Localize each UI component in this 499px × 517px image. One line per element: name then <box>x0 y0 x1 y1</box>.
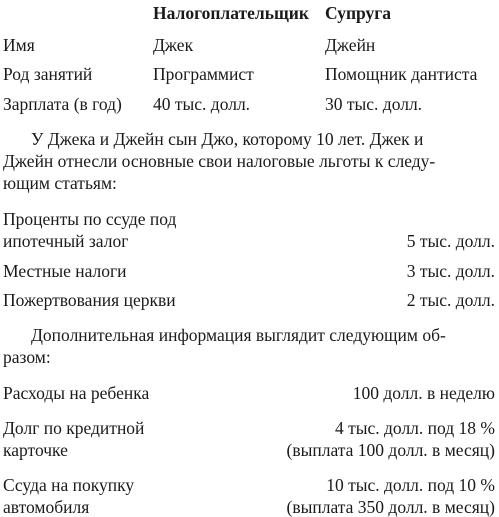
spouse-occupation: Помощник дантиста <box>325 64 478 84</box>
taxpayer-occupation: Программист <box>153 64 254 84</box>
row-label-name: Имя <box>3 35 35 55</box>
para1-line1: У Джека и Джейн сын Джо, которому 10 лет. Джек и <box>31 129 424 149</box>
para1-line2: Джейн отнесли основные свои налоговые льготы к следу- <box>3 151 436 171</box>
additional-car-loan-value-line1: 10 тыс. долл. под 10 % <box>326 475 495 495</box>
para1-line3: ющим статьям: <box>3 173 117 193</box>
additional-credit-card-label-line1: Долг по кредитной <box>3 418 145 438</box>
para2-line2: разом: <box>3 347 51 367</box>
spouse-name: Джейн <box>325 35 376 55</box>
additional-credit-card-label-line2: карточке <box>3 440 68 460</box>
deduction-church-label: Пожертвования церкви <box>3 290 176 310</box>
deduction-church-value: 2 тыс. долл. <box>406 290 495 310</box>
taxpayer-salary: 40 тыс. долл. <box>153 94 251 114</box>
column-header-spouse: Супруга <box>325 3 391 23</box>
additional-credit-card-value-line1: 4 тыс. долл. под 18 % <box>334 418 495 438</box>
additional-childcare-value: 100 долл. в неделю <box>352 383 495 403</box>
deduction-mortgage-value: 5 тыс. долл. <box>406 231 495 251</box>
additional-car-loan-label-line2: автомобиля <box>3 497 90 517</box>
row-label-salary: Зарплата (в год) <box>3 94 122 114</box>
deduction-mortgage-label-line1: Проценты по ссуде под <box>3 209 177 229</box>
additional-car-loan-value-line2: (выплата 350 долл. в месяц) <box>286 497 495 517</box>
spouse-salary: 30 тыс. долл. <box>325 94 423 114</box>
additional-car-loan-label-line1: Ссуда на покупку <box>3 475 135 495</box>
additional-childcare-label: Расходы на ребенка <box>3 383 150 403</box>
para2-line1: Дополнительная информация выглядит следующим об- <box>31 325 446 345</box>
deduction-local-taxes-label: Местные налоги <box>3 261 127 281</box>
column-header-taxpayer: Налогоплательщик <box>153 3 309 23</box>
deduction-mortgage-label-line2: ипотечный залог <box>3 231 129 251</box>
additional-credit-card-value-line2: (выплата 100 долл. в месяц) <box>286 440 495 460</box>
deduction-local-taxes-value: 3 тыс. долл. <box>406 261 495 281</box>
row-label-occupation: Род занятий <box>3 64 93 84</box>
taxpayer-name: Джек <box>153 35 194 55</box>
